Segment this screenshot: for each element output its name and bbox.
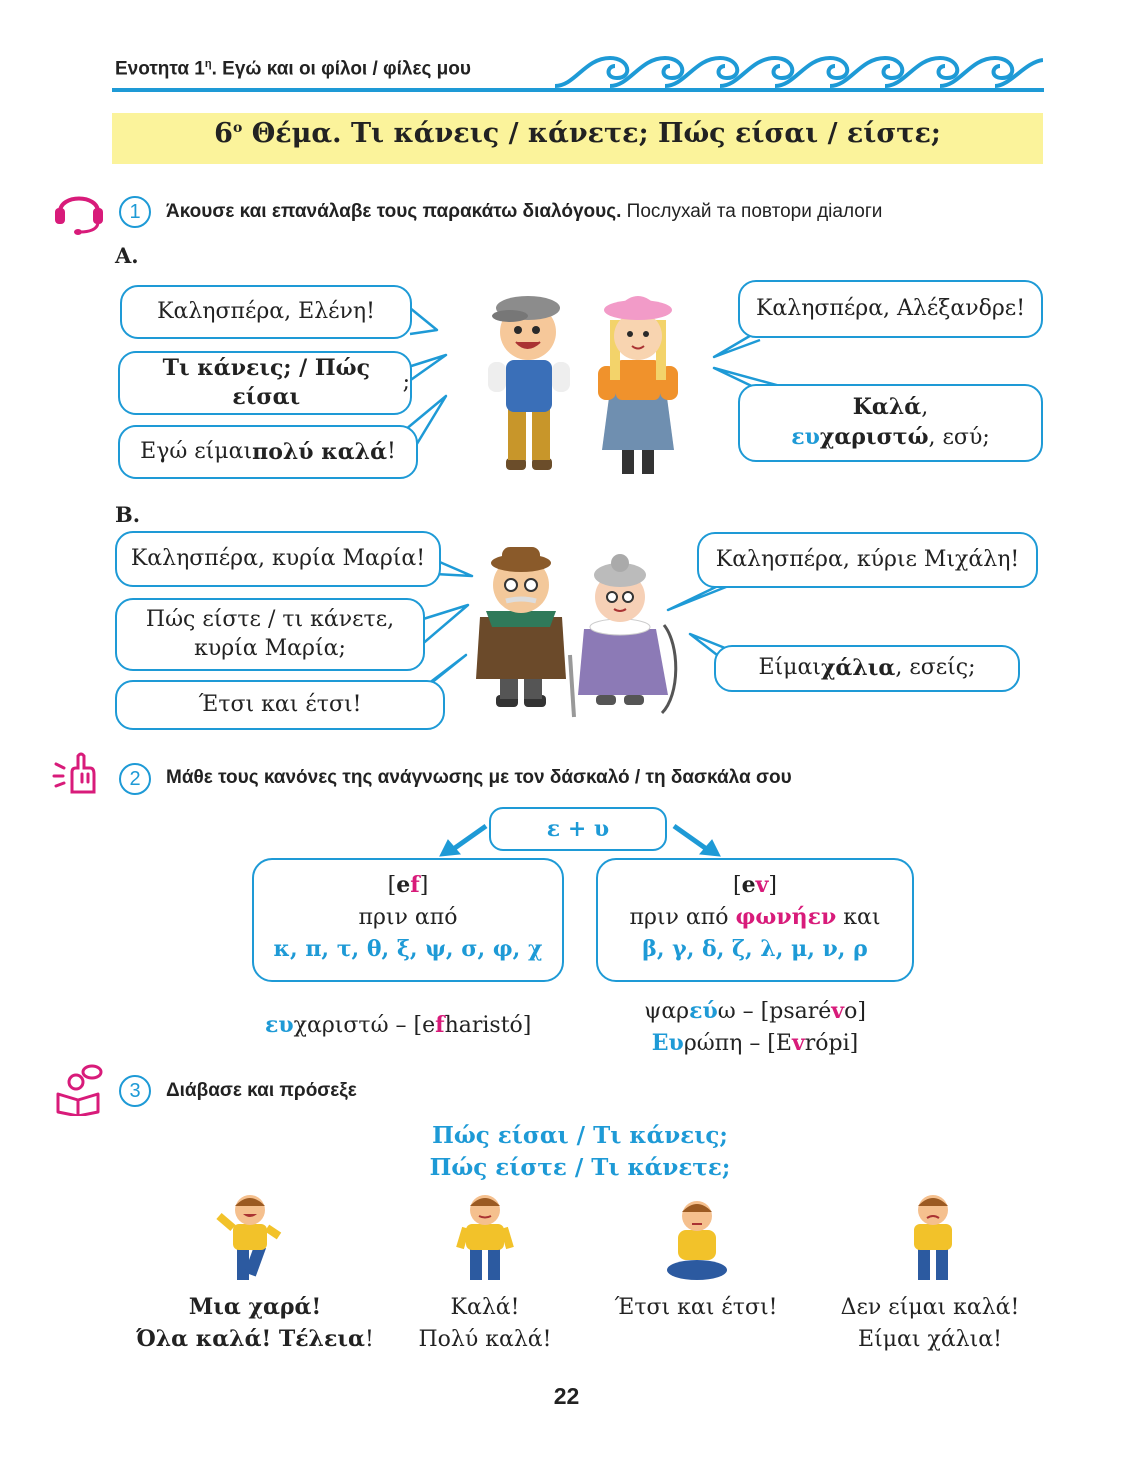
unit-title: Ενοτητα $1^\eta$. Εγώ και οι φίλοι / φίλες μου — [115, 58, 471, 80]
bubble-b-left-1: Καλησπέρα, κυρία Μαρία! — [115, 531, 441, 587]
grandfather-figure — [476, 547, 574, 717]
section-b-label: Β. — [115, 502, 141, 527]
exercise-3-instruction: Διάβασε και πρόσεξε — [166, 1080, 357, 1101]
bubble-b-left-2: Πώς είστε / τι κάνετε, κυρία Μαρία; — [115, 598, 425, 671]
ok-boy-illustration — [450, 1190, 520, 1286]
exercise-2-instruction: Μάθε τους κανόνες της ανάγνωσης με τον δάσκαλό / τη δασκάλα σου — [166, 767, 792, 788]
topic-title: $6^o$ Θέμα. Τι κάνεις / κάνετε; Πώς είσαι / είστε; — [214, 118, 941, 149]
answer-bad: Δεν είμαι καλά! Είμαι χάλια! — [840, 1295, 1020, 1352]
exercise-1-instruction: Άκουσε και επανάλαβε τους παρακάτω διαλόγους. Послухай та повтори діалоги — [166, 201, 883, 222]
rule-box-ev: [ev] πριν από φωνήεν και β, γ, δ, ζ, λ, μ, ν, ρ — [596, 858, 914, 982]
questions — [0, 1120, 1133, 1184]
grandparents-illustration — [466, 545, 682, 723]
bubble-a-right-1: Καλησπέρα, Αλέξανδρε! — [738, 280, 1043, 338]
rule-arrows — [430, 820, 730, 862]
happy-boy-illustration — [215, 1190, 285, 1286]
section-a-label: Α. — [115, 243, 139, 268]
question-plural: Πώς είστε / Τι κάνετε; — [429, 1154, 731, 1182]
girl-figure — [598, 296, 678, 474]
pointing-hand-icon — [52, 752, 98, 796]
bubble-a-left-2: Τι κάνεις; / Πώς είσαι ; — [118, 351, 412, 415]
grandmother-figure — [578, 554, 676, 713]
answer-great: Μια χαρά! Όλα καλά! Τέλεια! — [136, 1294, 374, 1352]
answer-so-so: Έτσι και έτσι! — [614, 1295, 778, 1320]
rule-label-box: ε + υ — [489, 807, 667, 851]
bubble-a-right-2: Καλά, ευχαριστώ, εσύ; — [738, 384, 1043, 462]
sad-boy-illustration — [898, 1190, 968, 1286]
exercise-3-number: 3 — [119, 1075, 151, 1107]
answer-good: Καλά! Πολύ καλά! — [418, 1295, 552, 1352]
bubble-a-left-3: Εγώ είμαι πολύ καλά ! — [118, 425, 418, 479]
bubble-a-left-1: Καλησπέρα, Ελένη! — [120, 285, 412, 339]
reading-book-icon — [54, 1062, 104, 1116]
rule-box-ef: [ef] πριν από κ, π, τ, θ, ξ, ψ, σ, φ, χ — [252, 858, 564, 982]
exercise-1-number: 1 — [119, 196, 151, 228]
boy-figure — [488, 296, 570, 470]
example-evropi: Ευρώπη – [Evrópi] — [651, 1029, 859, 1056]
bubble-b-right-2: Είμαι χάλια , εσείς; — [714, 645, 1020, 692]
example-psarevo: ψαρεύω – [psarévo] — [644, 998, 866, 1024]
example-efharisto: ευχαριστώ – [efharistó] — [265, 1012, 532, 1038]
bubble-b-right-1: Καλησπέρα, κύριε Μιχάλη! — [697, 532, 1038, 588]
so-so-boy-illustration — [662, 1190, 732, 1286]
page-number: 22 — [553, 1383, 580, 1409]
boy-girl-illustration — [470, 280, 690, 480]
bubble-b-left-3: Έτσι και έτσι! — [115, 680, 445, 730]
exercise-2-number: 2 — [119, 763, 151, 795]
question-singular: Πώς είσαι / Τι κάνεις; — [432, 1122, 728, 1149]
examples-ev — [596, 996, 914, 1060]
